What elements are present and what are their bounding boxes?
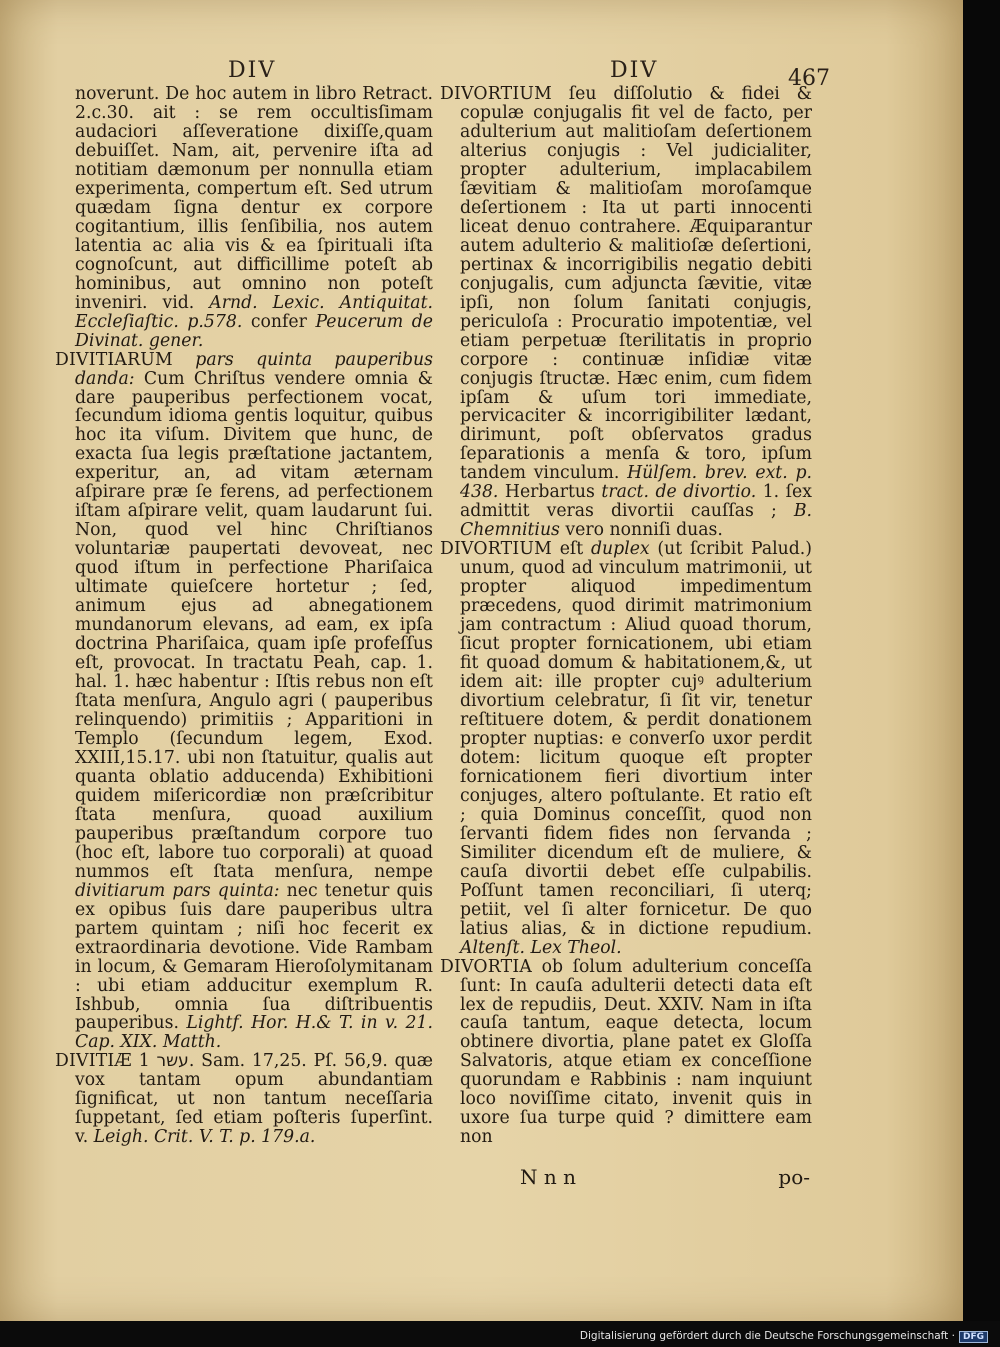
entry-text: 1. ſex admittit veras divortii cauſſas ; [460,482,812,522]
entry-text: vero nonniſi duas. [559,520,723,541]
running-head-left: DIV [228,58,277,83]
entry-text: ſeu diſſolutio & fidei & copulæ conjugalis fit vel de facto, per adulterium aut malitioſam deſertionem alterius conjugis : Vel judicialiter, propter adulterium, implacabilem ſævitiam & malitioſam moroſamque deſertionem : Ita ut parti innocenti liceat denuo contrahere. Æquiparantur autem adulterio & malitioſæ deſertioni, pertinax & incorrigibilis negatio debiti conjugalis, cum adjuncta ſævitie, vitæ ipſi, non ſolum ſanitati conjugis, periculoſa : Procuratio impotentiæ, vel etiam perpetuæ ſterilitatis in proprio corpore : continuæ inſidiæ vitæ conjugis ſtructæ. Hæc enim, cum fidem ipſam & uſum tori immediate, pervicaciter & incorrigibiliter lædant, dirimunt, poſt obſervatos gradus ſeparationis a menſa & toro, ipſum tandem vinculum. [460,84,812,484]
right-column [440,85,812,1147]
entry-text: confer [242,311,316,332]
funding-footer [580,1330,988,1343]
page-number: 467 [788,66,830,91]
entry-text: nec tenetur quis ex opibus ſuis dare pauperibus ultra partem quintam ; niſi hoc fecerit ex extraordinaria devotione. Vide Rambam in locum, & Gemaram Hieroſolymitanam : ubi etiam adducitur exemplum R. Ishbub, omnia ſua diſtribuentis pauperibus. [75,880,434,1034]
catchword: po- [778,1165,810,1189]
entry-divortium-1 [440,85,812,540]
entry-reference: Arnd. Lexic. Antiquitat. Eccleſiaſtic. p.578. [75,292,433,332]
entry-divortium-2 [440,540,812,957]
entry-emphasis: divitiarum pars quinta: [75,880,280,901]
entry-divortia [440,958,812,1148]
dfg-logo[interactable]: DFG [959,1331,988,1343]
entry-divitiarum [55,351,433,1053]
entry-reference: B. Chemnitius [460,501,812,541]
entry-headword: DIVITIÆ [55,1051,132,1072]
entry-headword: DIVITIARUM [55,349,173,370]
entry-text: ob ſolum adulterium conceſſa ſunt: In cauſa adulterii detecti data eſt lex de repudiis, Deut. XXIV. Nam in iſta cauſa tantum, eaque detecta, locum obtinere divortia, plane patet ex Gloſſa Salvatoris, atque etiam ex conceſſione quorundam e Rabbinis : nam inquiunt loco noviſſime citato, invenit quis in uxore ſua turpe quid ? dimittere eam non [460,956,812,1148]
entry-reference: Lightf. Hor. H.& T. in v. 21. Cap. XIX. Matth. [75,1013,433,1053]
entry-text: Herbartus [498,482,602,503]
entry-text: eſt [551,539,591,560]
entry-headword-gloss: pars quinta pauperibus danda: [75,349,433,389]
scan-border [963,0,1000,1321]
entry-reference: tract. de divortio. [601,482,757,503]
hebrew-word: עשר [156,1051,189,1072]
running-head-right: DIV [610,58,659,83]
left-column [55,85,433,1147]
entry-divitiae [55,1052,433,1147]
entry-reference: Leigh. Crit. V. T. p. 179.a. [93,1127,316,1148]
footer-text: Digitalisierung gefördert durch die Deutsche Forschungsgemeinschaft · [579,1330,955,1342]
entry-emphasis: duplex [591,539,650,560]
entry-reference: Altenſt. Lex Theol. [460,937,622,958]
entry-headword: DIVORTIA [440,956,533,977]
entry-headword: DIVORTIUM [440,539,552,560]
entry-text: noverunt. De hoc autem in libro Retract. 2.c.30. ait : se rem occultisſimam audaciori aſſeveratione dixiſſe,quam debuiſſet. Nam, ait, pervenire iſta ad notitiam dæmonum per nonnulla etiam experimenta, compertum eſt. Sed utrum quædam ſigna dentur ex corpore cogitantium, illis ſenſibilia, nos autem latentia ac alia vis & ea ſpirituali iſta cognoſcunt, aut difficillime poteſt ab hominibus, aut omnino non poteſt inveniri. vid. [75,84,433,313]
entry-text: 1. Sam. 17,25. Pſ. 56,9. quæ vox tantam opum abundantiam ſignificat, ut non tantum neceſſaria ſuppetant, ſed etiam poſteris ſuperſint. v. [75,1051,433,1148]
entry-continued [55,85,433,351]
entry-headword: DIVORTIUM [440,84,552,104]
signature-mark: N n n [520,1165,576,1189]
entry-text: Cum Chriſtus vendere omnia & dare pauperibus perfectionem vocat, ſecundum idioma gentis loquitur, quibus hoc ita viſum. Divitem que hunc, de exacta ſua legis præſtatione jactantem, experitur, an, ad vitam æternam aſpirare præ ſe ferens, ad perfectionem iſtam aſpirare velit, quam laudarunt ſui. Non, quod vel hinc Chriſtianos voluntariæ paupertati devoveat, nec quod iſtum in perfectione Phariſaica ultimate quieſcere hortetur ; ſed, animum ejus ad abnegationem mundanorum elevans, ad eam, ex ipſa doctrina Phariſaica, quam ipſe profeſſus eſt, provocat. In tractatu Peah, cap. 1. hal. 1. hæc habentur : Iſtis rebus non eſt ſtata menſura, Angulo agri ( pauperibus relinquendo) primitiis ; Apparitioni in Templo (ſecundum legem, Exod. XXIII,15.17. ubi non ſtatuitur, qualis aut quanta oblatio adducenda) Exhibitioni quidem miſericordiæ non præſcribitur ſtata menſura, quoad auxilium pauperibus præſtandum corpore tuo (hoc eſt, labore tuo corporali) at quoad nummos eſt ſtata menſura, nempe [75,368,433,882]
entry-reference: Peucerum de Divinat. gener. [75,311,434,351]
entry-text: (ut ſcribit Palud.) unum, quod ad vinculum matrimonii, ut propter aliquod impedimentum præcedens, quod dirimit matrimonium jam contractum : Aliud quoad thorum, ſicut propter fornicationem, ubi etiam fit quoad domum & habitationem,&, ut idem ait: ille propter cujꝰ adulterium divortium celebratur, ſi ſit vir, tenetur reſtituere dotem, & perdit donationem propter nuptias: e converſo uxor perdit dotem: licitum quoque eſt propter fornicationem fieri divortium inter conjuges, altero poſtulante. Et ratio eſt ; quia Dominus conceſſit, quod non ſervanti fidem fides non ſervanda ; Similiter dicendum eſt de muliere, & cauſa divortii debet eſſe culpabilis. Poſſunt tamen reconciliari, ſi uterq; petiit, vel ſi alter fornicetur. De quo latius alias, & in dictione repudium. [460,539,812,939]
entry-reference: Hülſem. brev. ext. p. 438. [460,463,812,503]
